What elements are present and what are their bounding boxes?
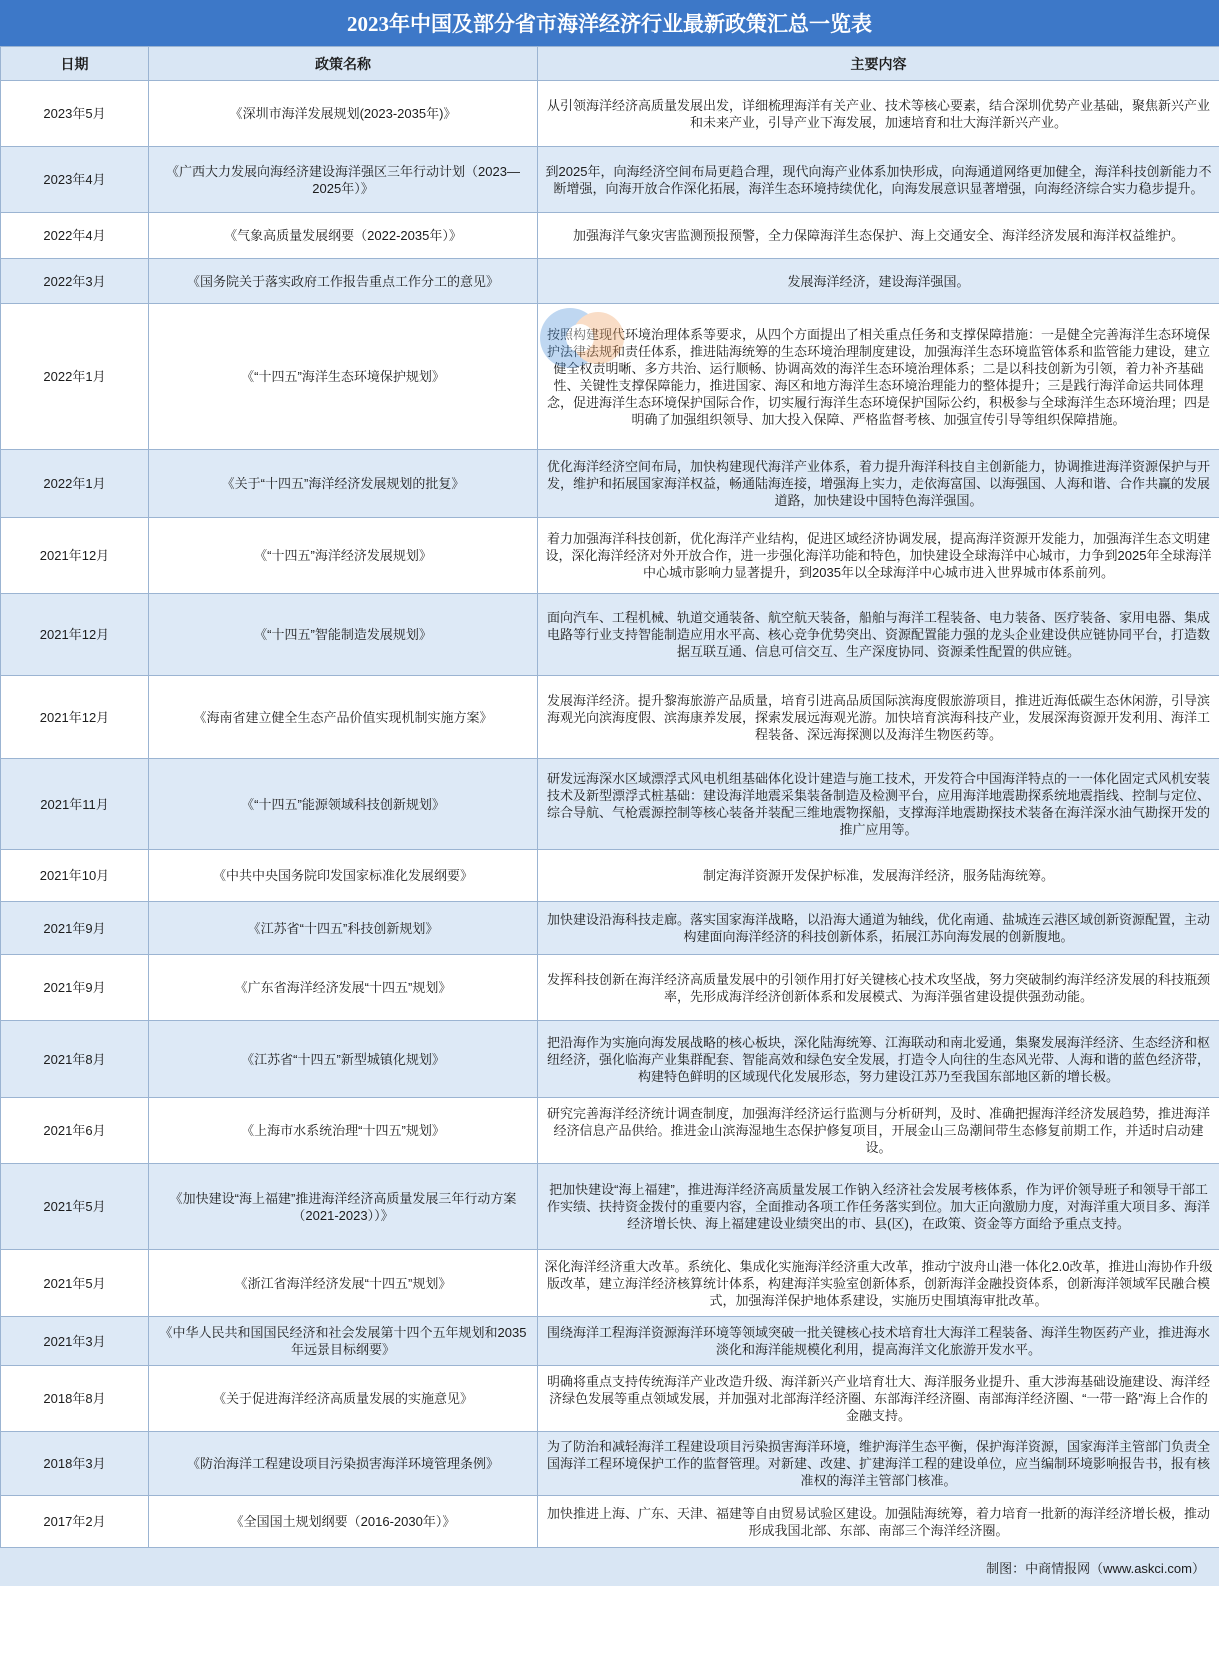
table-row <box>1 1250 1219 1317</box>
row-date: 2021年5月 <box>1 1164 149 1250</box>
row-date: 2023年4月 <box>1 147 149 213</box>
row-main-content: 为了防治和减轻海洋工程建设项目污染损害海洋环境，维护海洋生态平衡，保护海洋资源，国家海洋主管部门负责全国海洋工程环境保护工作的监督管理。对新建、改建、扩建海洋工程的建设单位，应当编制环境影响报告书，报有核准权的海洋主管部门核准。 <box>538 1432 1219 1496</box>
table-row <box>1 1021 1219 1098</box>
row-main-content: 加强海洋气象灾害监测预报预警，全力保障海洋生态保护、海上交通安全、海洋经济发展和海洋权益维护。 <box>538 213 1219 259</box>
row-main-content: 到2025年，向海经济空间布局更趋合理，现代向海产业体系加快形成，向海通道网络更加健全，海洋科技创新能力不断增强，向海开放合作深化拓展，海洋生态环境持续优化，向海发展意识显著增强，向海经济综合实力稳步提升。 <box>538 147 1219 213</box>
table-row <box>1 676 1219 759</box>
row-date: 2021年9月 <box>1 955 149 1021</box>
row-main-content: 明确将重点支持传统海洋产业改造升级、海洋新兴产业培育壮大、海洋服务业提升、重大涉海基础设施建设、海洋经济绿色发展等重点领域发展，并加强对北部海洋经济圈、东部海洋经济圈、南部海洋经济圈、“一带一路”海上合作的金融支持。 <box>538 1366 1219 1432</box>
row-main-content: 面向汽车、工程机械、轨道交通装备、航空航天装备，船舶与海洋工程装备、电力装备、医疗装备、家用电器、集成电路等行业支持智能制造应用水平高、核心竞争优势突出、资源配置能力强的龙头企业建设供应链协同平台，打造数据互联互通、信息可信交互、生产深度协同、资源柔性配置的供应链。 <box>538 594 1219 676</box>
row-policy-name: 《上海市水系统治理“十四五”规划》 <box>149 1098 538 1164</box>
row-policy-name: 《海南省建立健全生态产品价值实现机制实施方案》 <box>149 676 538 759</box>
row-policy-name: 《“十四五”智能制造发展规划》 <box>149 594 538 676</box>
row-policy-name: 《浙江省海洋经济发展“十四五”规划》 <box>149 1250 538 1317</box>
row-date: 2021年12月 <box>1 518 149 594</box>
row-date: 2021年12月 <box>1 676 149 759</box>
row-main-content: 深化海洋经济重大改革。系统化、集成化实施海洋经济重大改革，推动宁波舟山港一体化2.0改革，推进山海协作升级版改革，建立海洋经济核算统计体系，构建海洋实验室创新体系，创新海洋金融投资体系，创新海洋领域军民融合模式，加强海洋保护地体系建设，实施历史围填海审批改革。 <box>538 1250 1219 1317</box>
row-policy-name: 《深圳市海洋发展规划(2023-2035年)》 <box>149 81 538 147</box>
row-policy-name: 《“十四五”海洋生态环境保护规划》 <box>149 304 538 450</box>
row-main-content: 把沿海作为实施向海发展战略的核心板块，深化陆海统筹、江海联动和南北爱通，集聚发展海洋经济、生态经济和枢纽经济，强化临海产业集群配套、智能高效和绿色安全发展，打造令人向往的生态风光带、人海和谐的蓝色经济带，构建特色鲜明的区域现代化发展形态，努力建设江苏乃至我国东部地区新的增长极。 <box>538 1021 1219 1098</box>
row-main-content: 研发远海深水区域漂浮式风电机组基础体化设计建造与施工技术，开发符合中国海洋特点的一一体化固定式风机安装技术及新型漂浮式桩基础：建设海洋地震采集装备制造及检测平台，应用海洋地震勘探系统地震指线、控制与定位、综合导航、气枪震源控制等核心装备并装配三维地震物探船，支撑海洋地震勘探技术装备在海洋深水油气勘探开发的推广应用等。 <box>538 759 1219 850</box>
row-policy-name: 《关于促进海洋经济高质量发展的实施意见》 <box>149 1366 538 1432</box>
row-policy-name: 《广东省海洋经济发展“十四五”规划》 <box>149 955 538 1021</box>
row-main-content: 围绕海洋工程海洋资源海洋环境等领域突破一批关键核心技术培育壮大海洋工程装备、海洋生物医药产业，推进海水淡化和海洋能规模化利用，提高海洋文化旅游开发水平。 <box>538 1317 1219 1366</box>
table-row <box>1 1366 1219 1432</box>
row-date: 2021年10月 <box>1 850 149 902</box>
row-date: 2022年1月 <box>1 304 149 450</box>
row-main-content: 制定海洋资源开发保护标准，发展海洋经济，服务陆海统筹。 <box>538 850 1219 902</box>
row-main-content: 发挥科技创新在海洋经济高质量发展中的引领作用打好关键核心技术攻坚战，努力突破制约海洋经济发展的科技瓶颈率，先形成海洋经济创新体系和发展模式、为海洋强省建设提供强劲动能。 <box>538 955 1219 1021</box>
row-policy-name: 《“十四五”海洋经济发展规划》 <box>149 518 538 594</box>
table-row <box>1 594 1219 676</box>
table-row <box>1 1164 1219 1250</box>
row-main-content: 加快推进上海、广东、天津、福建等自由贸易试验区建设。加强陆海统筹，着力培育一批新的海洋经济增长极，推动形成我国北部、东部、南部三个海洋经济圈。 <box>538 1496 1219 1548</box>
row-date: 2018年8月 <box>1 1366 149 1432</box>
row-policy-name: 《全国国土规划纲要（2016-2030年）》 <box>149 1496 538 1548</box>
row-policy-name: 《“十四五”能源领域科技创新规划》 <box>149 759 538 850</box>
table-row <box>1 1432 1219 1496</box>
row-date: 2021年6月 <box>1 1098 149 1164</box>
row-main-content: 从引领海洋经济高质量发展出发，详细梳理海洋有关产业、技术等核心要素，结合深圳优势产业基础，聚焦新兴产业和未来产业，引导产业下海发展，加速培育和壮大海洋新兴产业。 <box>538 81 1219 147</box>
row-date: 2022年1月 <box>1 450 149 518</box>
table-row <box>1 1098 1219 1164</box>
row-policy-name: 《中共中央国务院印发国家标准化发展纲要》 <box>149 850 538 902</box>
row-policy-name: 《中华人民共和国国民经济和社会发展第十四个五年规划和2035年远景目标纲要》 <box>149 1317 538 1366</box>
row-date: 2022年3月 <box>1 259 149 304</box>
row-main-content: 研究完善海洋经济统计调查制度，加强海洋经济运行监测与分析研判，及时、准确把握海洋经济发展趋势，推进海洋经济信息产品供给。推进金山滨海湿地生态保护修复项目，开展金山三岛潮间带生态修复前期工作，并适时启动建设。 <box>538 1098 1219 1164</box>
row-date: 2021年8月 <box>1 1021 149 1098</box>
row-main-content: 按照构建现代环境治理体系等要求，从四个方面提出了相关重点任务和支撑保障措施：一是健全完善海洋生态环境保护法律法规和责任体系，推进陆海统筹的生态环境治理制度建设，加强海洋生态环境监管体系和监管能力建设，建立健全权责明晰、多方共治、运行顺畅、协调高效的海洋生态环境治理体系；二是以科技创新为引领，着力补齐基础性、关键性支撑保障能力，推进国家、海区和地方海洋生态环境治理能力的整体提升；三是践行海洋命运共同体理念，促进海洋生态环境保护国际合作，切实履行海洋生态环境保护国际公约，积极参与全球海洋生态环境治理；四是明确了加强组织领导、加大投入保障、严格监督考核、加强宣传引导等组织保障措施。 <box>538 304 1219 450</box>
row-policy-name: 《气象高质量发展纲要（2022-2035年）》 <box>149 213 538 259</box>
header-date: 日期 <box>1 47 149 81</box>
source-footer <box>0 1548 1219 1586</box>
header-policy-name: 政策名称 <box>149 47 538 81</box>
table-row <box>1 259 1219 304</box>
row-policy-name: 《防治海洋工程建设项目污染损害海洋环境管理条例》 <box>149 1432 538 1496</box>
table-row <box>1 450 1219 518</box>
row-main-content: 优化海洋经济空间布局，加快构建现代海洋产业体系，着力提升海洋科技自主创新能力，协调推进海洋资源保护与开发，维护和拓展国家海洋权益，畅通陆海连接，增强海上实力，走依海富国、以海强国、人海和谐、合作共赢的发展道路，加快建设中国特色海洋强国。 <box>538 450 1219 518</box>
table-row <box>1 850 1219 902</box>
row-date: 2018年3月 <box>1 1432 149 1496</box>
table-row <box>1 759 1219 850</box>
row-main-content: 发展海洋经济，建设海洋强国。 <box>538 259 1219 304</box>
table-row <box>1 902 1219 955</box>
row-policy-name: 《江苏省“十四五”新型城镇化规划》 <box>149 1021 538 1098</box>
row-date: 2022年4月 <box>1 213 149 259</box>
table-row <box>1 213 1219 259</box>
table-row <box>1 147 1219 213</box>
table-row <box>1 955 1219 1021</box>
table-row <box>1 81 1219 147</box>
row-date: 2021年3月 <box>1 1317 149 1366</box>
row-policy-name: 《关于“十四五”海洋经济发展规划的批复》 <box>149 450 538 518</box>
row-date: 2021年9月 <box>1 902 149 955</box>
row-date: 2021年12月 <box>1 594 149 676</box>
row-main-content: 着力加强海洋科技创新，优化海洋产业结构，促进区域经济协调发展，提高海洋资源开发能力，加强海洋生态文明建设，深化海洋经济对外开放合作，进一步强化海洋功能和特色，加快建设全球海洋中心城市，力争到2025年全球海洋中心城市影响力显著提升，到2035年以全球海洋中心城市进入世界城市体系前列。 <box>538 518 1219 594</box>
row-date: 2021年11月 <box>1 759 149 850</box>
row-date: 2021年5月 <box>1 1250 149 1317</box>
row-date: 2017年2月 <box>1 1496 149 1548</box>
page-title: 2023年中国及部分省市海洋经济行业最新政策汇总一览表 <box>0 0 1219 46</box>
row-main-content: 发展海洋经济。提升黎海旅游产品质量，培育引进高品质国际滨海度假旅游项目，推进近海低碳生态休闲游，引导滨海观光向滨海度假、滨海康养发展，探索发展远海观光游。加快培育滨海科技产业，发展深海资源开发利用、海洋工程装备、深远海探测以及海洋生物医药等。 <box>538 676 1219 759</box>
header-main-content: 主要内容 <box>538 47 1219 81</box>
row-policy-name: 《加快建设“海上福建”推进海洋经济高质量发展三年行动方案（2021-2023））》 <box>149 1164 538 1250</box>
row-policy-name: 《江苏省“十四五”科技创新规划》 <box>149 902 538 955</box>
row-main-content: 把加快建设“海上福建”，推进海洋经济高质量发展工作钠入经济社会发展考核体系，作为评价领导班子和领导干部工作实绩、扶持资金拨付的重要内容，全面推动各项工作任务落实到位。加大正向激励力度，对海洋重大项目多、海洋经济增长快、海上福建建设业绩突出的市、县(区)，在政策、资金等方面给予重点支持。 <box>538 1164 1219 1250</box>
policy-table <box>0 46 1219 1548</box>
source-credit: 制图：中商情报网（www.askci.com） <box>986 1560 1205 1576</box>
row-policy-name: 《广西大力发展向海经济建设海洋强区三年行动计划（2023—2025年）》 <box>149 147 538 213</box>
table-row <box>1 518 1219 594</box>
table-row <box>1 304 1219 450</box>
row-main-content: 加快建设沿海科技走廊。落实国家海洋战略，以沿海大通道为轴线，优化南通、盐城连云港区域创新资源配置，主动构建面向海洋经济的科技创新体系，拓展江苏向海发展的创新腹地。 <box>538 902 1219 955</box>
table-row <box>1 1496 1219 1548</box>
row-date: 2023年5月 <box>1 81 149 147</box>
row-policy-name: 《国务院关于落实政府工作报告重点工作分工的意见》 <box>149 259 538 304</box>
table-row <box>1 1317 1219 1366</box>
table-header-row <box>1 47 1219 81</box>
